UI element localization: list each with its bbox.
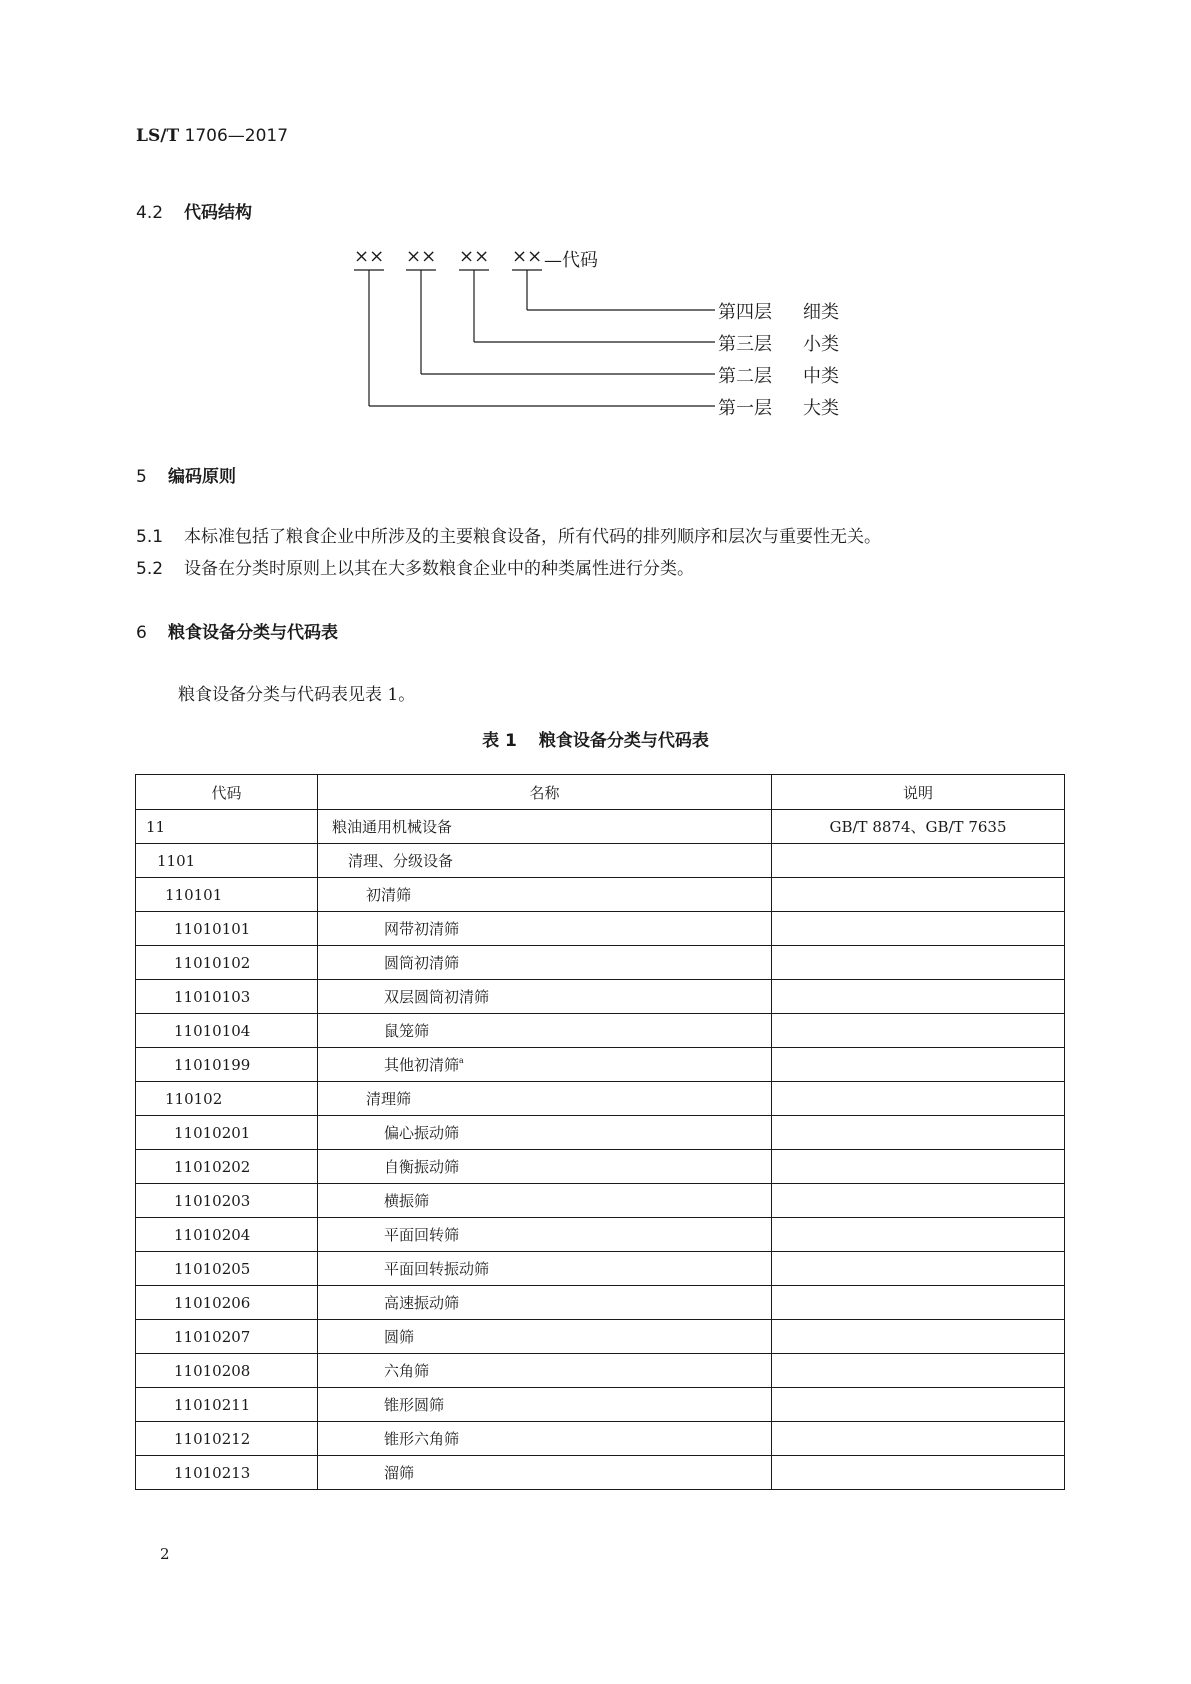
section-5-number: 5 xyxy=(136,467,147,487)
section-6-title: 粮食设备分类与代码表 xyxy=(168,623,338,643)
header-code: 代码 xyxy=(136,775,318,810)
level-1-layer: 第一层 xyxy=(718,398,772,419)
level-4-category: 细类 xyxy=(803,302,839,323)
table-row xyxy=(136,1218,1065,1252)
section-5-title: 编码原则 xyxy=(168,467,236,487)
table-row xyxy=(136,1422,1065,1456)
table-row xyxy=(136,1116,1065,1150)
cell-name xyxy=(318,1354,772,1388)
cell-name xyxy=(318,1252,772,1286)
cell-name xyxy=(318,946,772,980)
level-2-category: 中类 xyxy=(803,366,839,387)
table-row xyxy=(136,912,1065,946)
cell-name-text: 双层圆筒初清筛 xyxy=(384,988,490,1006)
level-1-category: 大类 xyxy=(803,398,839,419)
table-row xyxy=(136,980,1065,1014)
code-group-2: ×× xyxy=(406,246,437,267)
cell-name-text: 横振筛 xyxy=(384,1192,430,1210)
cell-code: 11010206 xyxy=(136,1286,318,1320)
table-row xyxy=(136,1048,1065,1082)
table-body xyxy=(136,810,1065,1490)
cell-name-text: 平面回转振动筛 xyxy=(384,1260,490,1278)
clause-5-2-text: 设备在分类时原则上以其在大多数粮食企业中的种类属性进行分类。 xyxy=(184,559,694,579)
clause-5-2-number: 5.2 xyxy=(136,559,164,579)
cell-code: 11010207 xyxy=(136,1320,318,1354)
standard-prefix: LS/T xyxy=(136,126,180,146)
page-number: 2 xyxy=(160,1545,170,1563)
section-6-intro: 粮食设备分类与代码表见表 1。 xyxy=(178,685,416,705)
cell-note xyxy=(772,912,1065,946)
cell-code: 11010101 xyxy=(136,912,318,946)
clause-5-1-number: 5.1 xyxy=(136,527,164,547)
cell-note xyxy=(772,1184,1065,1218)
cell-name-text: 偏心振动筛 xyxy=(384,1124,460,1142)
cell-code: 11010204 xyxy=(136,1218,318,1252)
cell-note xyxy=(772,946,1065,980)
cell-code: 11010203 xyxy=(136,1184,318,1218)
table-row xyxy=(136,844,1065,878)
cell-name-text: 网带初清筛 xyxy=(384,920,460,938)
table-row xyxy=(136,1150,1065,1184)
cell-name-text: 圆筛 xyxy=(384,1328,415,1346)
cell-note xyxy=(772,1354,1065,1388)
cell-name xyxy=(318,1150,772,1184)
header-name: 名称 xyxy=(318,775,772,810)
cell-name xyxy=(318,1014,772,1048)
cell-note xyxy=(772,1286,1065,1320)
clause-5-2 xyxy=(136,554,694,579)
code-group-3: ×× xyxy=(459,246,490,267)
cell-name xyxy=(318,1456,772,1490)
cell-name xyxy=(318,1048,772,1082)
cell-name xyxy=(318,1218,772,1252)
cell-note xyxy=(772,1048,1065,1082)
section-6-number: 6 xyxy=(136,623,147,643)
clause-5-1-text: 本标准包括了粮食企业中所涉及的主要粮食设备，所有代码的排列顺序和层次与重要性无关。 xyxy=(184,527,881,547)
header-note: 说明 xyxy=(772,775,1065,810)
cell-name xyxy=(318,1388,772,1422)
cell-code: 11010205 xyxy=(136,1252,318,1286)
cell-name-text: 锥形圆筛 xyxy=(384,1396,445,1414)
table-row xyxy=(136,1320,1065,1354)
cell-note xyxy=(772,1082,1065,1116)
cell-name-text: 溜筛 xyxy=(384,1464,415,1482)
cell-note xyxy=(772,980,1065,1014)
cell-code: 1101 xyxy=(136,844,318,878)
equipment-code-table xyxy=(135,774,1065,1490)
cell-name xyxy=(318,1184,772,1218)
cell-name xyxy=(318,912,772,946)
cell-code: 11010211 xyxy=(136,1388,318,1422)
cell-note xyxy=(772,1116,1065,1150)
cell-code: 11010212 xyxy=(136,1422,318,1456)
code-group-1: ×× xyxy=(354,246,385,267)
cell-name xyxy=(318,980,772,1014)
level-3-category: 小类 xyxy=(803,334,839,355)
cell-name-text: 初清筛 xyxy=(366,886,412,904)
cell-note xyxy=(772,1252,1065,1286)
cell-note: GB/T 8874、GB/T 7635 xyxy=(772,810,1065,844)
table-row xyxy=(136,1252,1065,1286)
cell-note xyxy=(772,878,1065,912)
table-row xyxy=(136,1456,1065,1490)
table-row xyxy=(136,1286,1065,1320)
table-caption-number: 表 1 xyxy=(482,731,517,751)
level-2-layer: 第二层 xyxy=(718,366,772,387)
cell-code: 11 xyxy=(136,810,318,844)
cell-name xyxy=(318,1116,772,1150)
table-row xyxy=(136,1388,1065,1422)
code-group-4: ×× xyxy=(512,246,543,267)
table-caption xyxy=(0,726,1191,751)
cell-code: 11010102 xyxy=(136,946,318,980)
cell-name-text: 高速振动筛 xyxy=(384,1294,460,1312)
cell-code: 11010213 xyxy=(136,1456,318,1490)
section-6-heading xyxy=(136,618,338,643)
table-row xyxy=(136,1082,1065,1116)
code-label: —代码 xyxy=(544,250,598,271)
cell-note xyxy=(772,1388,1065,1422)
cell-name xyxy=(318,844,772,878)
cell-name xyxy=(318,810,772,844)
cell-name xyxy=(318,878,772,912)
table-row xyxy=(136,810,1065,844)
cell-note xyxy=(772,1218,1065,1252)
section-5-heading xyxy=(136,462,236,487)
clause-5-1 xyxy=(136,522,881,547)
cell-code: 11010104 xyxy=(136,1014,318,1048)
cell-code: 110102 xyxy=(136,1082,318,1116)
cell-code: 110101 xyxy=(136,878,318,912)
cell-name xyxy=(318,1286,772,1320)
cell-name-text: 锥形六角筛 xyxy=(384,1430,460,1448)
cell-name-text: 圆筒初清筛 xyxy=(384,954,460,972)
cell-name-text: 平面回转筛 xyxy=(384,1226,460,1244)
cell-code: 11010199 xyxy=(136,1048,318,1082)
cell-name-text: 其他初清筛 xyxy=(384,1056,460,1074)
standard-number: 1706—2017 xyxy=(184,126,289,146)
footnote-marker: a xyxy=(459,1056,464,1065)
section-4-2-number: 4.2 xyxy=(136,203,164,223)
cell-code: 11010208 xyxy=(136,1354,318,1388)
cell-name xyxy=(318,1422,772,1456)
table-header-row xyxy=(136,775,1065,810)
cell-note xyxy=(772,1456,1065,1490)
section-4-2-title: 代码结构 xyxy=(184,203,252,223)
table-caption-title: 粮食设备分类与代码表 xyxy=(538,731,709,751)
cell-note xyxy=(772,1320,1065,1354)
cell-name-text: 鼠笼筛 xyxy=(384,1022,430,1040)
cell-code: 11010202 xyxy=(136,1150,318,1184)
cell-note xyxy=(772,1014,1065,1048)
cell-name-text: 自衡振动筛 xyxy=(384,1158,460,1176)
level-4-layer: 第四层 xyxy=(718,302,772,323)
cell-note xyxy=(772,844,1065,878)
table-row xyxy=(136,878,1065,912)
level-3-layer: 第三层 xyxy=(718,334,772,355)
table-row xyxy=(136,1014,1065,1048)
table-row xyxy=(136,946,1065,980)
cell-code: 11010103 xyxy=(136,980,318,1014)
code-structure-diagram xyxy=(0,0,1191,440)
cell-name-text: 清理筛 xyxy=(366,1090,412,1108)
cell-code: 11010201 xyxy=(136,1116,318,1150)
table-row xyxy=(136,1354,1065,1388)
cell-name xyxy=(318,1082,772,1116)
cell-name xyxy=(318,1320,772,1354)
cell-name-text: 清理、分级设备 xyxy=(348,852,454,870)
table-row xyxy=(136,1184,1065,1218)
cell-name-text: 粮油通用机械设备 xyxy=(332,818,453,836)
cell-name-text: 六角筛 xyxy=(384,1362,430,1380)
cell-note xyxy=(772,1422,1065,1456)
cell-note xyxy=(772,1150,1065,1184)
